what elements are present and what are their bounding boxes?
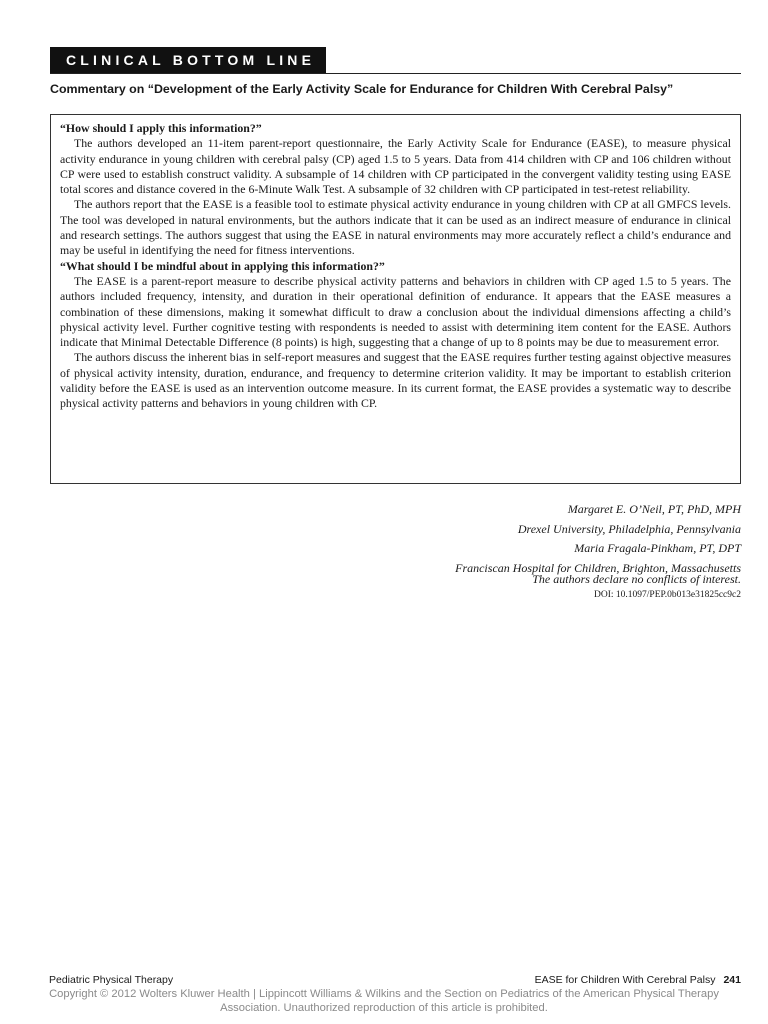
author-block (455, 500, 741, 578)
journal-name: Pediatric Physical Therapy (49, 974, 174, 986)
question-heading-1: “How should I apply this information?” (60, 121, 262, 135)
author-name: Maria Fragala-Pinkham, PT, DPT (574, 541, 741, 555)
question-heading-2: “What should I be mindful about in applying this information?” (60, 258, 385, 273)
header-rule (50, 73, 741, 74)
commentary-box (50, 114, 741, 484)
author-name: Margaret E. O’Neil, PT, PhD, MPH (567, 502, 741, 516)
running-title: EASE for Children With Cerebral Palsy (534, 974, 716, 986)
commentary-paragraph: The EASE is a parent-report measure to describe physical activity patterns and behaviors in children with CP aged 1.5 to 5 years. The authors included frequency, intensity, and duration in their operational definition of endurance. It appears that the EASE measures a combination of these dimensions, making it somewhat difficult to draw a conclusion about the individual dimensions affecting a child’s physical activity level. Further cognitive testing with respondents is needed to assist with determining item content for the EASE. Authors indicate that Minimal Detectable Difference (8 points) is high, suggesting that a change of up to 8 points may be due to measurement error. (60, 273, 731, 350)
author-affiliation: Drexel University, Philadelphia, Pennsylvania (517, 521, 741, 536)
author-affiliation: Franciscan Hospital for Children, Brighton, Massachusetts (455, 560, 741, 575)
commentary-paragraph: The authors discuss the inherent bias in self-report measures and suggest that the EASE requires further testing against objective measures of physical activity intensity, duration, endurance, and frequency to determine criterion validity. It may be important to establish criterion validity before the EASE is used as an intervention outcome measure. In its current format, the EASE provides a systematic way to describe physical activity patterns and behaviors in young children with CP. (60, 350, 731, 411)
section-banner: CLINICAL BOTTOM LINE (50, 47, 326, 74)
copyright-line: Association. Unauthorized reproduction of this article is prohibited. (220, 1001, 548, 1014)
commentary-paragraph: The authors developed an 11-item parent-report questionnaire, the Early Activity Scale for Endurance (EASE), to measure physical activity endurance in young children with cerebral palsy (CP) aged 1.5 to 5 years. Data from 414 children with CP and 106 children without CP were used to establish construct validity. A subsample of 14 children with CP participated in the convergent validity testing using EASE total scores and distance covered in the 6-Minute Walk Test. A subsample of 32 children with CP participated in test-retest reliability. (60, 136, 731, 197)
doi-link[interactable]: DOI: 10.1097/PEP.0b013e31825cc9c2 (594, 590, 741, 600)
running-footer (535, 974, 741, 986)
commentary-paragraph: The authors report that the EASE is a feasible tool to estimate physical activity endurance in young children with CP at all GMFCS levels. The tool was developed in natural environments, but the authors indicate that it can be used as an indirect measure of endurance in clinical and research settings. The authors suggest that using the EASE in natural environments may more accurately reflect a child’s endurance and may be useful in identifying the need for fitness interventions. (60, 197, 731, 258)
article-title: Commentary on “Development of the Early Activity Scale for Endurance for Children With Cerebral Palsy” (50, 82, 674, 96)
copyright-line: Copyright © 2012 Wolters Kluwer Health | Lippincott Williams & Wilkins and the Section on Pediatrics of the American Physical Therapy (49, 988, 719, 1000)
copyright-notice (0, 988, 768, 1015)
conflict-statement: The authors declare no conflicts of interest. (532, 572, 741, 586)
page-number: 241 (723, 974, 741, 986)
